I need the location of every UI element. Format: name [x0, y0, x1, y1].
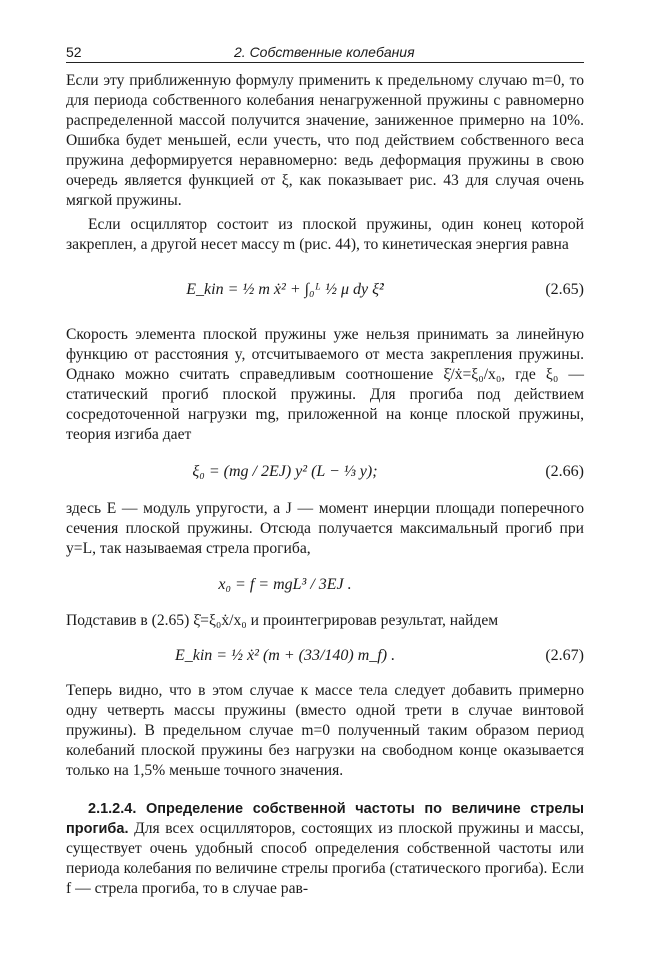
equation-2-65-number: (2.65) [545, 281, 584, 298]
equation-2-67-expr: E_kin = ½ ẋ² (m + (33/140) m_f) . [174, 647, 396, 664]
equation-2-67-number: (2.67) [545, 647, 584, 664]
paragraph-1: Если эту приближенную формулу применить к предельному случаю m=0, то для периода собственного колебания ненагруженной пружины с равномерно распределенной массой получится значение, заниженное примерно на 10%. Ошибка будет меньшей, если учесть, что под действием собственного веса пружина деформируется неравномерно: ведь деформация пружины в свою очередь является функцией от ξ, как показывает рис. 43 для случая очень мягкой пружины. [66, 72, 584, 209]
paragraph-2: Если осциллятор состоит из плоской пружины, один конец которой закреплен, а другой несет массу m (рис. 44), то кинетическая энергия равна [66, 216, 584, 253]
paragraph-7 [66, 799, 584, 899]
paragraph-5: Подставив в (2.65) ξ̇=ξ₀ẋ/x₀ и проинтегрировав результат, найдем [66, 612, 499, 629]
equation-deflection [66, 559, 584, 611]
equation-deflection-expr: x₀ = f = mgL³ / 3EJ . [218, 576, 352, 593]
equation-2-66 [66, 445, 584, 499]
running-title: 2. Собственные колебания [234, 44, 415, 60]
page-number: 52 [66, 44, 82, 60]
paragraph-3: Скорость элемента плоской пружины уже нельзя принимать за линейную функцию от расстояния y, отсчитываемого от места закрепления пружины. Однако можно считать справедливым соотношение ξ̇/ẋ=ξ₀/x₀, где ξ₀ — статический прогиб плоской пружины. Для прогиба под действием сосредоточенной нагрузки mg, приложенной на конце плоской пружины, теория изгиба дает [66, 326, 584, 443]
section-body: Для всех осцилляторов, состоящих из плоской пружины и массы, существует очень удобный способ определения собственной частоты или периода колебания по величине стрелы прогиба (статического прогиба). Если f — стрела прогиба, то в случае рав- [66, 820, 584, 897]
equation-2-65-expr: E_kin = ½ m ẋ² + ∫₀ᴸ ½ μ dy ξ̇² [186, 281, 384, 298]
section-title: 2.1.2.4. Определение собственной частоты по величине стрелы прогиба. [66, 801, 584, 837]
paragraph-4: здесь E — модуль упругости, а J — момент инерции площади поперечного сечения плоской пружины. Отсюда получается максимальный прогиб при y=L, так называемая стрела прогиба, [66, 500, 584, 557]
page [66, 40, 584, 899]
equation-2-66-expr: ξ₀ = (mg / 2EJ) y² (L − ⅓ y); [192, 463, 378, 480]
equation-2-65 [66, 255, 584, 325]
page-header [66, 40, 584, 62]
paragraph-6: Теперь видно, что в этом случае к массе тела следует добавить примерно одну четверть массы пружины (вместо одной трети в случае винтовой пружины). В предельном случае m=0 полученный таким образом период колебаний плоской пружины без нагрузки на свободном конце оказывается только на 1,5% меньше точного значения. [66, 682, 584, 779]
equation-2-67 [66, 631, 584, 681]
equation-2-66-number: (2.66) [545, 463, 584, 480]
